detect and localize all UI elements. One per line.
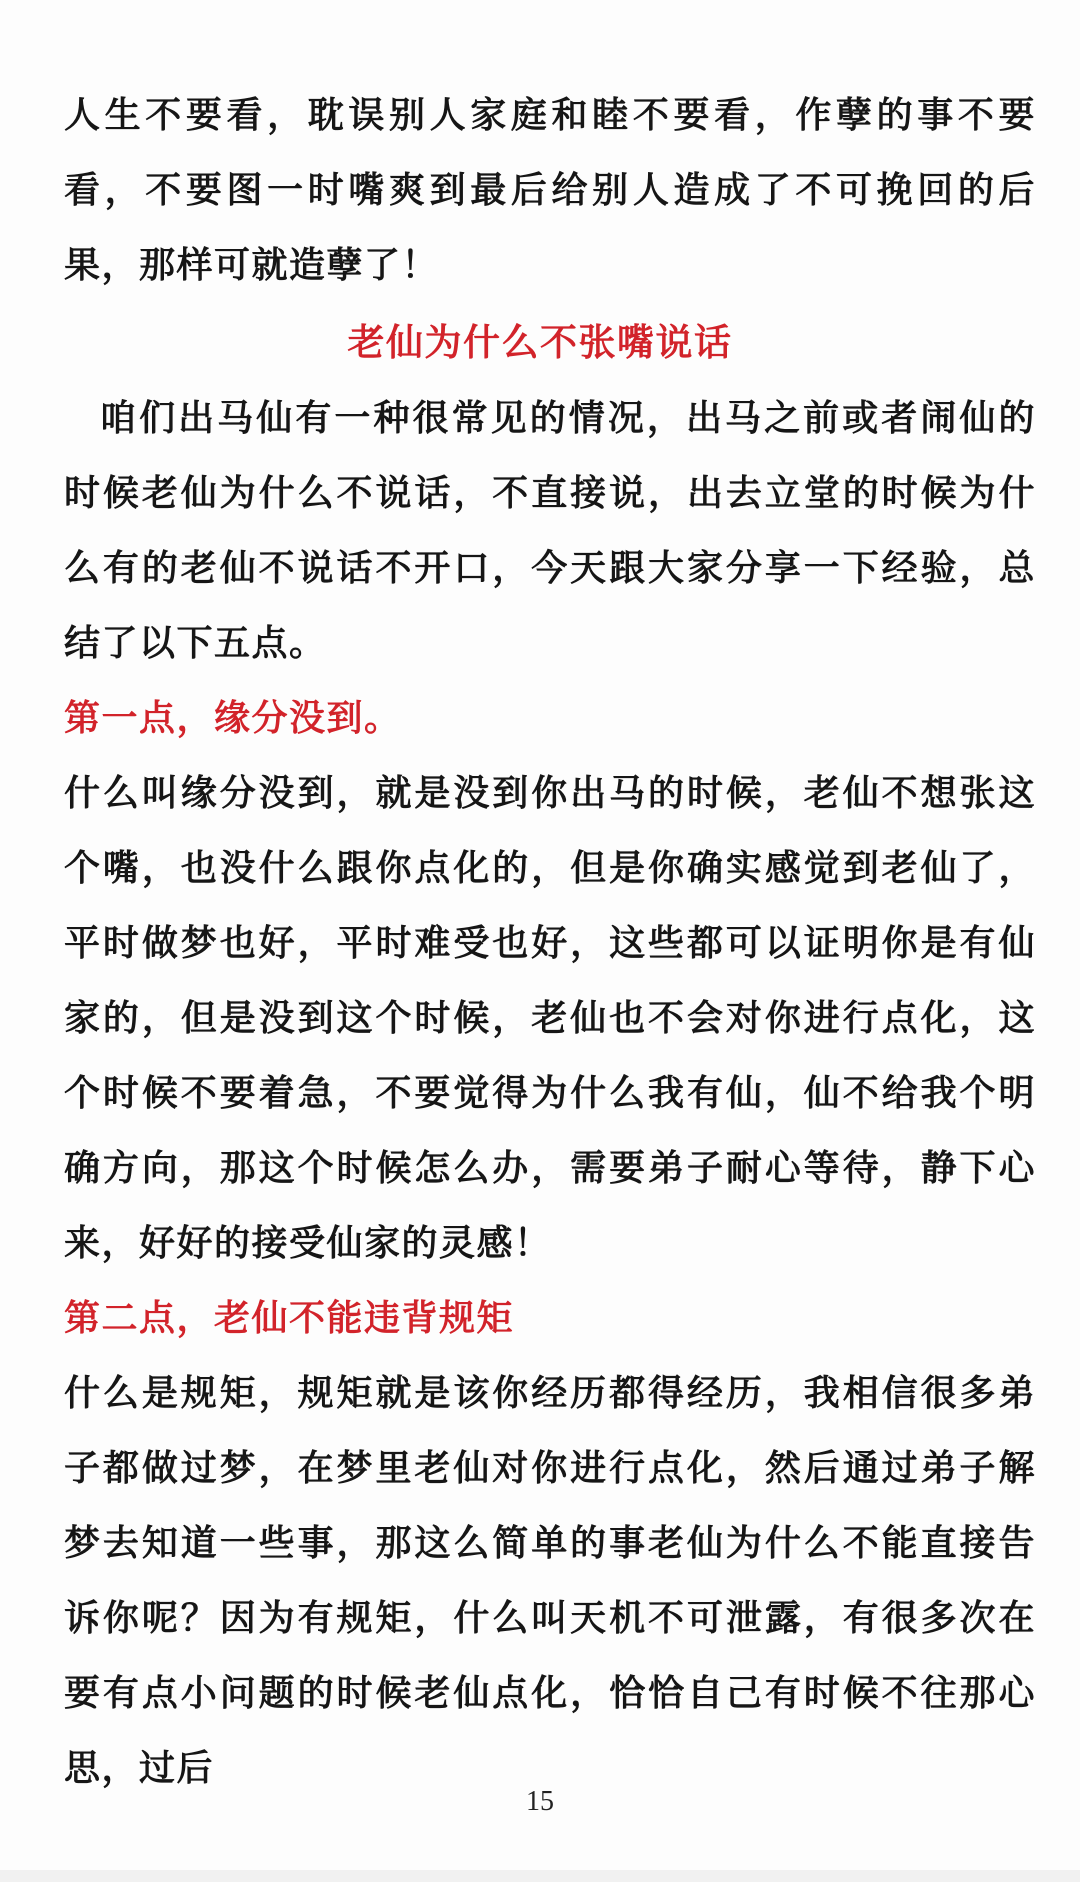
point-one-paragraph: 什么叫缘分没到，就是没到你出马的时候，老仙不想张这个嘴，也没什么跟你点化的，但是你确实感觉到老仙了，平时做梦也好，平时难受也好，这些都可以证明你是有仙家的，但是没到这个时候，老仙也不会对你进行点化，这个时候不要着急，不要觉得为什么我有仙，仙不给我个明确方向，那这个时候怎么办，需要弟子耐心等待，静下心来，好好的接受仙家的灵感！ bbox=[64, 772, 1036, 1264]
point-two-paragraph: 什么是规矩，规矩就是该你经历都得经历，我相信很多弟子都做过梦，在梦里老仙对你进行点化，然后通过弟子解梦去知道一些事，那这么简单的事老仙为什么不能直接告诉你呢？因为有规矩，什么叫天机不可泄露，有很多次在要有点小问题的时候老仙点化，恰恰自己有时候不往那心思，过后 bbox=[64, 1372, 1036, 1789]
page-content bbox=[64, 78, 1036, 1806]
section-title: 老仙为什么不张嘴说话 bbox=[347, 320, 733, 364]
page-number: 15 bbox=[526, 1786, 554, 1817]
section-intro-paragraph: 咱们出马仙有一种很常见的情况，出马之前或者闹仙的时候老仙为什么不说话，不直接说，出去立堂的时候为什么有的老仙不说话不开口，今天跟大家分享一下经验，总结了以下五点。 bbox=[64, 397, 1036, 664]
page-bottom-edge bbox=[0, 1870, 1080, 1882]
point-one-heading: 第一点，缘分没到。 bbox=[64, 697, 402, 739]
point-two-heading: 第二点，老仙不能违背规矩 bbox=[64, 1297, 515, 1339]
intro-paragraph: 人生不要看，耽误别人家庭和睦不要看，作孽的事不要看，不要图一时嘴爽到最后给别人造成了不可挽回的后果，那样可就造孽了！ bbox=[64, 94, 1036, 286]
